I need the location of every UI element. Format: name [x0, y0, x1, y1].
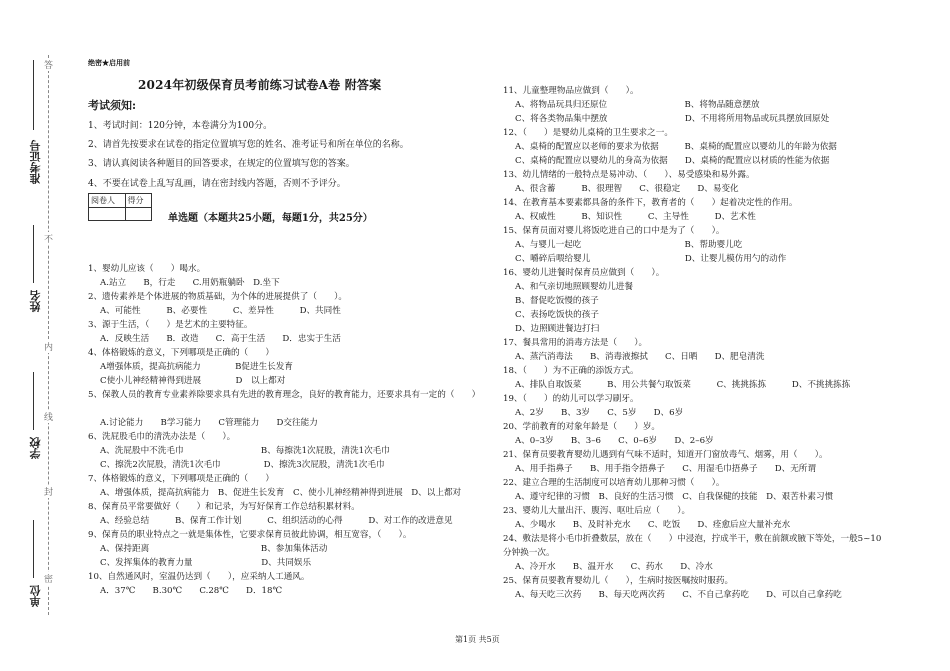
question-stem: 9、保育员的职业特点之一就是集体性，它要求保育员彼此协调，相互宽容，（ ）。: [88, 530, 412, 540]
notice-item: 1、考试时间：120分钟，本卷满分为100分。: [88, 121, 273, 131]
section-heading: 单选题（本题共25小题，每题1分，共25分）: [168, 213, 373, 224]
secret-mark: 绝密★启用前: [88, 58, 130, 67]
question-stem: 11、儿童整理物品应做到（ ）。: [503, 86, 639, 96]
question-stem: 10、自然通风时，室温仍达到（ ），应采纳人工通风。: [88, 572, 310, 582]
question-stem: 25、保育员要教育婴幼儿（ ），生病时按医嘱按时服药。: [503, 576, 734, 586]
grader-cell[interactable]: [89, 207, 126, 221]
question-stem: 22、建立合理的生活制度可以培育幼儿那种习惯（ ）。: [503, 478, 725, 488]
page-footer: 第1页 共5页: [455, 635, 500, 644]
answer-options[interactable]: A、经验总结 B、保育工作计划 C、组织活动的心得 D、对工作的改进意见: [100, 516, 453, 526]
question-stem: 17、餐具常用的消毒方法是（ ）。: [503, 338, 648, 348]
answer-options[interactable]: A、很含蓄 B、很理智 C、很稳定 D、易变化: [515, 184, 739, 194]
answer-options[interactable]: A.讨论能力 B学习能力 C管理能力 D交往能力: [100, 418, 318, 428]
score-box: [88, 193, 152, 221]
question-stem: 3、源于生活，（ ）是艺术的主要特征。: [88, 320, 253, 330]
question-stem: 5、保教人员的教育专业素养除要求具有先进的教育理念，良好的教育能力，还要求具有一定的（ ）: [88, 390, 481, 400]
question-stem: 20、学前教育的对象年龄是（ ）岁。: [503, 422, 661, 432]
seal-word: 内: [44, 340, 53, 353]
answer-options[interactable]: A、将物品玩具归还原位 B、将物品随意摆放: [515, 100, 760, 110]
answer-options[interactable]: C、将各类物品集中摆放 D、不用将所用物品或玩具摆放回原处: [515, 114, 830, 124]
answer-options[interactable]: A、遵守纪律的习惯 B、良好的生活习惯 C、自我保健的技能 D、艰苦朴素习惯: [515, 492, 834, 502]
field-line[interactable]: [33, 225, 34, 283]
question-stem: 14、在教育基本要素都具备的条件下，教育者的（ ）起着决定性的作用。: [503, 198, 798, 208]
binding-strip: [0, 0, 80, 671]
answer-options[interactable]: D、边照顾进餐边打扫: [515, 324, 600, 334]
answer-options[interactable]: A、每天吃三次药 B、每天吃两次药 C、不自己拿药吃 D、可以自己拿药吃: [515, 590, 842, 600]
field-school: 学校: [29, 437, 42, 459]
field-exam-number: 准考证号: [29, 140, 42, 184]
answer-options[interactable]: C、擦洗2次屁股，清洗1次毛巾 D、擦洗3次屁股，清洗1次毛巾: [100, 460, 385, 470]
answer-options[interactable]: A、权威性 B、知识性 C、主导性 D、艺术性: [515, 212, 756, 222]
answer-options[interactable]: A、冷开水 B、温开水 C、药水 D、冷水: [515, 562, 713, 572]
field-name: 姓名: [29, 290, 42, 312]
seal-word: 不: [44, 232, 53, 245]
answer-options[interactable]: A、蒸汽消毒法 B、消毒液擦拭 C、日晒 D、肥皂清洗: [515, 352, 765, 362]
question-stem: 12、（ ）是婴幼儿桌椅的卫生要求之一。: [503, 128, 673, 138]
answer-options[interactable]: A、0–3岁 B、3–6 C、0–6岁 D、2–6岁: [515, 436, 714, 446]
answer-options[interactable]: A、2岁 B、3岁 C、5岁 D、6岁: [515, 408, 684, 418]
answer-options[interactable]: A．反映生活 B．改造 C．高于生活 D．忠实于生活: [100, 334, 341, 344]
answer-options[interactable]: A、增强体质，提高抗病能力 B、促进生长发育 C、使小儿神经精神得到进展 D、以上都对: [100, 488, 462, 498]
answer-options[interactable]: C使小儿神经精神得到进展 D 以上都对: [100, 376, 286, 386]
notice-item: 2、请首先按要求在试卷的指定位置填写您的姓名、准考证号和所在单位的名称。: [88, 140, 409, 150]
field-unit: 单位: [29, 585, 42, 607]
question-stem: 19、（ ）的幼儿可以学习刷牙。: [503, 394, 639, 404]
answer-options[interactable]: A．37℃ B.30℃ C.28℃ D．18℃: [100, 586, 283, 596]
field-line[interactable]: [33, 372, 34, 430]
answer-options[interactable]: A、桌椅的配置应以老师的要求为依据 B、桌椅的配置应以婴幼儿的年龄为依据: [515, 142, 837, 152]
seal-word: 封: [44, 485, 53, 498]
question-stem: 21、保育员要教育婴幼儿遇到有气味不适时，知道开门窗放毒气、烟雾，用（ ）。: [503, 450, 828, 460]
answer-options[interactable]: A、洗屁股中不洗毛巾 B、每擦洗1次屁股，清洗1次毛巾: [100, 446, 390, 456]
question-stem: 4、体格锻炼的意义，下列哪项是正确的（ ）: [88, 348, 274, 358]
question-stem: 1、婴幼儿应该（ ）喝水。: [88, 264, 206, 274]
answer-options[interactable]: A、与婴儿一起吃 B、帮助婴儿吃: [515, 240, 743, 250]
answer-options[interactable]: B、督促吃饭慢的孩子: [515, 296, 599, 306]
answer-options[interactable]: A、和气亲切地照顾婴幼儿进餐: [515, 282, 633, 292]
question-stem: 23、婴幼儿大量出汗、腹泻、呕吐后应（ ）。: [503, 506, 691, 516]
answer-options[interactable]: A、保持距离 B、参加集体活动: [100, 544, 328, 554]
answer-options[interactable]: A、排队自取饭菜 B、用公共餐勺取饭菜 C、挑挑拣拣 D、不挑挑拣拣: [515, 380, 851, 390]
answer-options[interactable]: A.站立 B，行走 C.用奶瓶躺卧 D.坐下: [100, 278, 280, 288]
answer-options[interactable]: C、桌椅的配置应以婴幼儿的身高为依据 D、桌椅的配置应以材质的性能为依据: [515, 156, 830, 166]
answer-options[interactable]: C、发挥集体的教育力量 D、共同娱乐: [100, 558, 312, 568]
notice-item: 3、请认真阅读各种题目的回答要求，在规定的位置填写您的答案。: [88, 159, 355, 169]
question-stem: 16、婴幼儿进餐时保育员应做到（ ）。: [503, 268, 665, 278]
answer-options[interactable]: C、嚼碎后喂给婴儿 D、让婴儿模仿用勺的动作: [515, 254, 787, 264]
question-stem: 8、保育员平常要做好（ ）和记录，为写好保育工作总结积累材料。: [88, 502, 360, 512]
field-line[interactable]: [33, 60, 34, 130]
question-stem: 7、体格锻炼的意义，下列哪项是正确的（ ）: [88, 474, 274, 484]
notice-heading: 考试须知:: [88, 99, 137, 112]
answer-options[interactable]: A、可能性 B、必要性 C、差异性 D、共同性: [100, 306, 341, 316]
answer-options[interactable]: C、表扬吃饭快的孩子: [515, 310, 599, 320]
question-stem: 6、洗屁股毛巾的清洗办法是（ ）。: [88, 432, 236, 442]
seal-word: 答: [44, 58, 53, 71]
notice-item: 4、不要在试卷上乱写乱画，请在密封线内答题，否则不予评分。: [88, 179, 346, 189]
field-line[interactable]: [33, 520, 34, 578]
answer-options[interactable]: A、少喝水 B、及时补充水 C、吃饭 D、痊愈后应大量补充水: [515, 520, 791, 530]
seal-word: 密: [44, 572, 53, 585]
page-title: 2024年初级保育员考前练习试卷A卷 附答案: [138, 78, 382, 92]
seal-line: [48, 55, 49, 615]
question-stem: 15、保育员面对婴儿将饭吃进自己的口中是为了（ ）。: [503, 226, 725, 236]
answer-options[interactable]: A增强体质，提高抗病能力 B促进生长发育: [100, 362, 293, 372]
seal-word: 线: [44, 410, 53, 423]
score-label: 得分: [125, 194, 151, 208]
question-stem: 24、敷法是将小毛巾折叠数层，放在（ ）中浸泡，拧成半干，敷在前额或腋下等处，一般5~10分钟换一次。: [503, 534, 882, 558]
question-stem: 2、遗传素养是个体进展的物质基础，为个体的进展提供了（ ）。: [88, 292, 347, 302]
grader-label: 阅卷人: [89, 194, 126, 208]
question-stem: 13、幼儿情绪的一般特点是易冲动、（ ）、易受感染和易外露。: [503, 170, 755, 180]
answer-options[interactable]: A、用手指鼻子 B、用手指令捂鼻子 C、用湿毛巾捂鼻子 D、无所谓: [515, 464, 816, 474]
question-stem: 18、（ ）为不正确的添饭方式。: [503, 366, 639, 376]
score-cell[interactable]: [125, 207, 151, 221]
